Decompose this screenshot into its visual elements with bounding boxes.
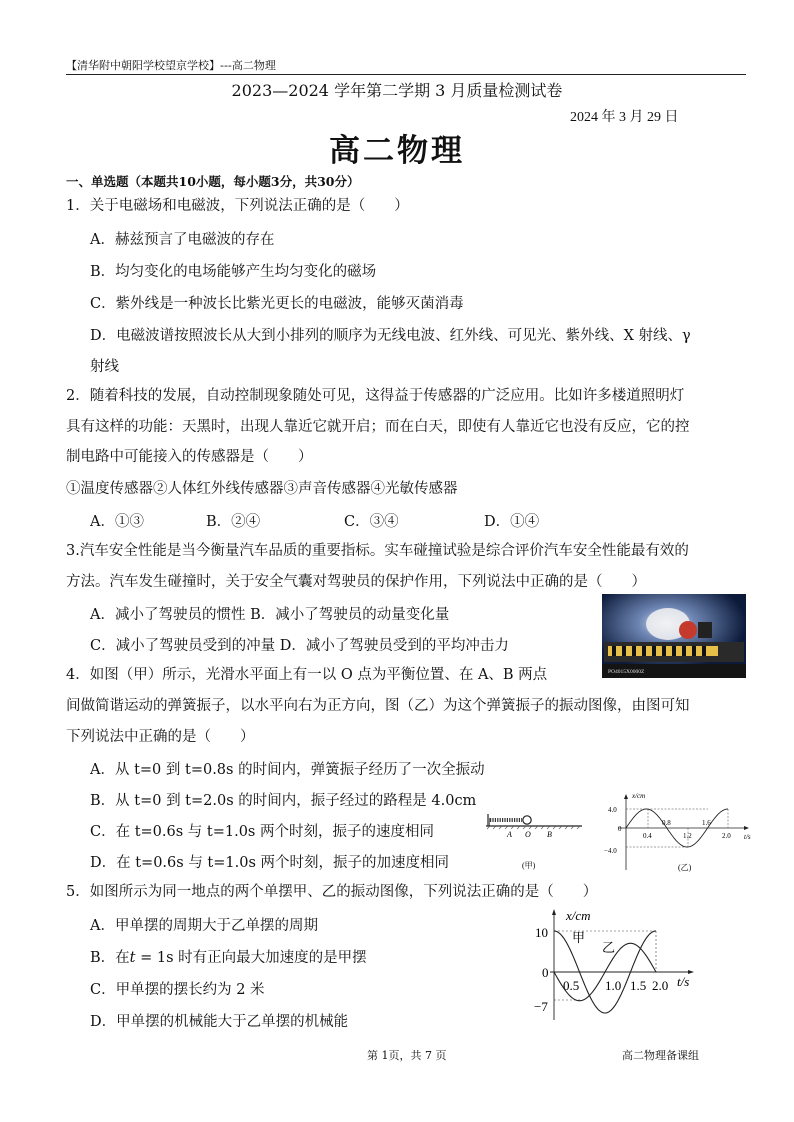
chart2-xlabel: t/s — [677, 974, 690, 989]
q5-option-b — [90, 946, 367, 967]
chart1-xtick-0.4: 0.4 — [643, 832, 652, 840]
exam-title: 2023—2024 学年第二学期 3 月质量检测试卷 — [231, 81, 563, 100]
chart2-xtick-0.5: 0.5 — [563, 978, 580, 993]
chart1-xtick-2.0: 2.0 — [722, 832, 731, 840]
chart1-xlabel: t/s — [744, 833, 751, 841]
q1-stem: 1．关于电磁场和电磁波，下列说法正确的是（ ） — [66, 198, 409, 214]
point-a-label: A — [507, 830, 512, 839]
q3-options-ab: A．减小了驾驶员的惯性 B．减小了驾驶员的动量变化量 — [90, 607, 450, 623]
chart1-ytick-zero: 0 — [618, 825, 622, 833]
q1-option-b: B．均匀变化的电场能够产生均匀变化的磁场 — [90, 264, 377, 280]
figure-jia-caption: (甲) — [522, 861, 536, 870]
chart1-ylabel: x/cm — [632, 792, 646, 800]
point-b-label: B — [547, 830, 552, 839]
q5-option-b-prefix: B．在 — [90, 950, 130, 966]
q2-line-1: 2．随着科技的发展，自动控制现象随处可见，这得益于传感器的广泛应用。比如许多楼道照明灯 — [66, 388, 685, 404]
q2-line-2: 具有这样的功能：天黑时，出现人靠近它就开启；而在白天，即使有人靠近它也没有反应，它的控 — [66, 419, 690, 435]
chart1-xtick-1.6: 1.6 — [702, 819, 711, 827]
chart1-xtick-1.2: 1.2 — [683, 832, 692, 840]
chart1-y-arrow — [624, 794, 628, 799]
chart1-ytick-top: 4.0 — [608, 806, 617, 814]
section-heading: 一、单选题（本题共10小题，每小题3分，共30分） — [66, 174, 360, 189]
subject-title: 高二物理 — [329, 133, 465, 169]
q5-option-d: D．甲单摆的机械能大于乙单摆的机械能 — [90, 1014, 349, 1030]
exam-date: 2024 年 3 月 29 日 — [570, 110, 679, 125]
q1-option-d-cont: 射线 — [90, 359, 119, 375]
q1-option-d: D．电磁波谱按照波长从大到小排列的顺序为无线电波、红外线、可见光、紫外线、X 射线、γ — [90, 328, 691, 344]
q5-option-c: C．甲单摆的摆长约为 2 米 — [90, 982, 265, 998]
chart2-ytick--7: −7 — [534, 999, 548, 1014]
header-divider — [66, 74, 746, 75]
q5-stem: 5．如图所示为同一地点的两个单摆甲、乙的振动图像，下列说法正确的是（ ） — [66, 884, 598, 900]
q4-line-2: 间做简谐运动的弹簧振子，以水平向右为正方向，图（乙）为这个弹簧振子的振动图像，由图可知 — [66, 698, 690, 714]
chart1-xtick-0.8: 0.8 — [662, 819, 671, 827]
q1-option-c: C．紫外线是一种波长比紫光更长的电磁波，能够灭菌消毒 — [90, 296, 464, 312]
chart2-series-yi-label: 乙 — [602, 940, 616, 955]
q5-option-b-suffix: = 1s 时有正向最大加速度的是甲摆 — [135, 950, 367, 966]
footer-group: 高二物理备课组 — [622, 1049, 699, 1062]
q5-option-b-variable: t — [129, 950, 136, 966]
chart2-ytick-10: 10 — [535, 925, 548, 940]
q3-line-2: 方法。汽车发生碰撞时，关于安全气囊对驾驶员的保护作用，下列说法中正确的是（ ） — [66, 574, 646, 590]
spring-oscillator-figure — [486, 806, 596, 872]
chart2-ytick-0: 0 — [542, 965, 549, 980]
q2-option-c: C．③④ — [344, 514, 399, 530]
pendulum-graph — [530, 906, 710, 1024]
q5-option-a: A．甲单摆的周期大于乙单摆的周期 — [90, 918, 318, 934]
q2-option-b: B．②④ — [206, 514, 261, 530]
q4-option-c: C．在 t=0.6s 与 t=1.0s 两个时刻，振子的速度相同 — [90, 824, 434, 840]
page-number: 第 1页，共 7 页 — [367, 1049, 447, 1062]
q1-option-a: A．赫兹预言了电磁波的存在 — [90, 232, 275, 248]
chart2-y-arrow — [552, 909, 556, 915]
q3-options-cd: C．减小了驾驶员受到的冲量 D．减小了驾驶员受到的平均冲击力 — [90, 638, 509, 654]
point-o-label: O — [525, 830, 531, 839]
q3-line-1: 3.汽车安全性能是当今衡量汽车品质的重要指标。实车碰撞试验是综合评价汽车安全性能最有效的 — [66, 543, 689, 559]
chart2-series-jia-label: 甲 — [572, 930, 586, 945]
q2-option-a: A．①③ — [90, 514, 144, 530]
chart1-x-arrow — [744, 826, 749, 830]
q4-option-a: A．从 t=0 到 t=0.8s 的时间内，弹簧振子经历了一次全振动 — [90, 762, 485, 778]
q2-line-3: 制电路中可能接入的传感器是（ ） — [66, 449, 313, 465]
q2-option-d: D．①④ — [484, 514, 540, 530]
chart1-ytick-bottom: −4.0 — [604, 847, 617, 855]
school-header: 【清华附中朝阳学校望京学校】---高二物理 — [66, 59, 276, 72]
chart2-xtick-2.0: 2.0 — [652, 978, 669, 993]
chart2-xtick-1.5: 1.5 — [630, 978, 647, 993]
crash-photo-caption: PO4015X0000Z — [608, 669, 645, 675]
q2-sensor-list: ①温度传感器②人体红外线传感器③声音传感器④光敏传感器 — [66, 481, 458, 497]
q4-option-d: D．在 t=0.6s 与 t=1.0s 两个时刻，振子的加速度相同 — [90, 855, 450, 871]
figure-yi-caption: (乙) — [678, 863, 692, 872]
q4-option-b: B．从 t=0 到 t=2.0s 的时间内，振子经过的路程是 4.0cm — [90, 793, 477, 809]
q4-line-1: 4．如图（甲）所示，光滑水平面上有一以 O 点为平衡位置、在 A、B 两点 — [66, 667, 548, 683]
chart2-xtick-1.0: 1.0 — [605, 978, 622, 993]
chart2-ylabel: x/cm — [566, 908, 591, 923]
vibration-graph-yi — [598, 790, 758, 874]
q4-line-3: 下列说法中正确的是（ ） — [66, 729, 255, 745]
